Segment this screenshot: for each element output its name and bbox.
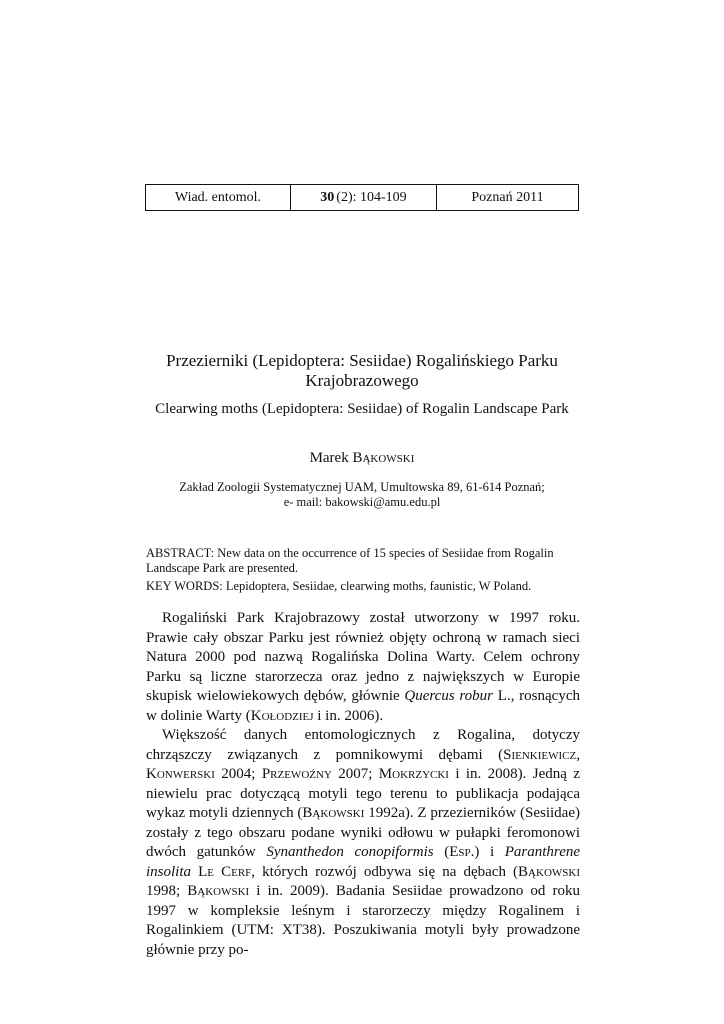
journal-header-table (145, 184, 579, 211)
citation-author: Konwerski (146, 766, 215, 782)
citation-author: Esp. (449, 844, 475, 860)
volume-issue-pages (290, 185, 436, 210)
citation-author: Kołodziej (250, 707, 314, 724)
keywords: KEY WORDS: Lepidoptera, Sesiidae, clearwing moths, faunistic, W Poland. (146, 579, 532, 593)
citation-author: Mokrzycki (378, 766, 449, 782)
affiliation-email: e- mail: bakowski@amu.edu.pl (283, 495, 441, 509)
citation-author: Bąkowski (518, 863, 580, 880)
author-affiliation (150, 480, 574, 510)
place-year: Poznań 2011 (436, 185, 578, 210)
citation-author: Przewoźny (261, 766, 332, 782)
species-name: Paranthrene insolita (146, 844, 581, 880)
author-first-name: Marek (309, 450, 353, 466)
article-body (146, 609, 580, 960)
author-name (150, 449, 574, 468)
journal-name: Wiad. entomol. (174, 189, 262, 205)
abstract: ABSTRACT: New data on the occurrence of 15 species of Sesiidae from Rogalin Landscape Park are presented. (146, 546, 554, 575)
species-name: Synanthedon conopiformis (266, 844, 434, 860)
article-title-english: Clearwing moths (Lepidoptera: Sesiidae) of Rogalin Landscape Park (155, 401, 569, 417)
article-title-polish: Przezierniki (Lepidoptera: Sesiidae) Rogalińskiego Parku Krajobrazowego (166, 351, 558, 390)
body-paragraph: Rogaliński Park Krajobrazowy został utworzony w 1997 roku. Prawie cały obszar Parku jest również objęty ochroną w ramach sieci Natura 2000 pod nazwą Rogalińska Dolina Warty. Celem ochrony Parku są liczne starorzecza oraz jedno z największych w Europie skupisk wielowiekowych dębów, głównie Quercus robur L., rosnących w dolinie Warty (Kołodziej i in. 2006). (146, 610, 580, 724)
issue-pages: (2): 104-109 (336, 189, 407, 205)
author-last-name: Bąkowski (352, 450, 415, 466)
body-paragraph: Większość danych entomologicznych z Rogalina, dotyczy chrząszczy związanych z pomnikowymi dębami (Sienkiewicz, Konwerski 2004; Przewoźny 2007; Mokrzycki i in. 2008). Jedną z niewielu prac dotyczącą motyli tego terenu to publikacja podająca wykaz motyli dziennych (Bąkowski 1992a). Z przezierników (Sesiidae) zostały z tego obszaru podane wyniki odłowu w pułapki feromonowi dwóch gatunków Synanthedon conopiformis (Esp.) i Paranthrene insolita Le Cerf, których rozwój odbywa się na dębach (Bąkowski 1998; Bąkowski i in. 2009). Badania Sesiidae prowadzono od roku 1997 w kompleksie leśnym i starorzeczy między Rogalinem i Rogalinkiem (UTM: XT38). Poszukiwania motyli były prowadzone głównie przy po- (146, 727, 581, 958)
citation-author: Bąkowski (302, 805, 365, 821)
citation-author: Le Cerf (198, 863, 252, 880)
volume-number: 30 (320, 189, 335, 205)
citation-author: Sienkiewicz (503, 746, 577, 763)
species-name: Quercus robur (404, 688, 494, 704)
citation-author: Bąkowski (187, 883, 250, 899)
affiliation-address: Zakład Zoologii Systematycznej UAM, Umultowska 89, 61-614 Poznań; (179, 480, 545, 494)
